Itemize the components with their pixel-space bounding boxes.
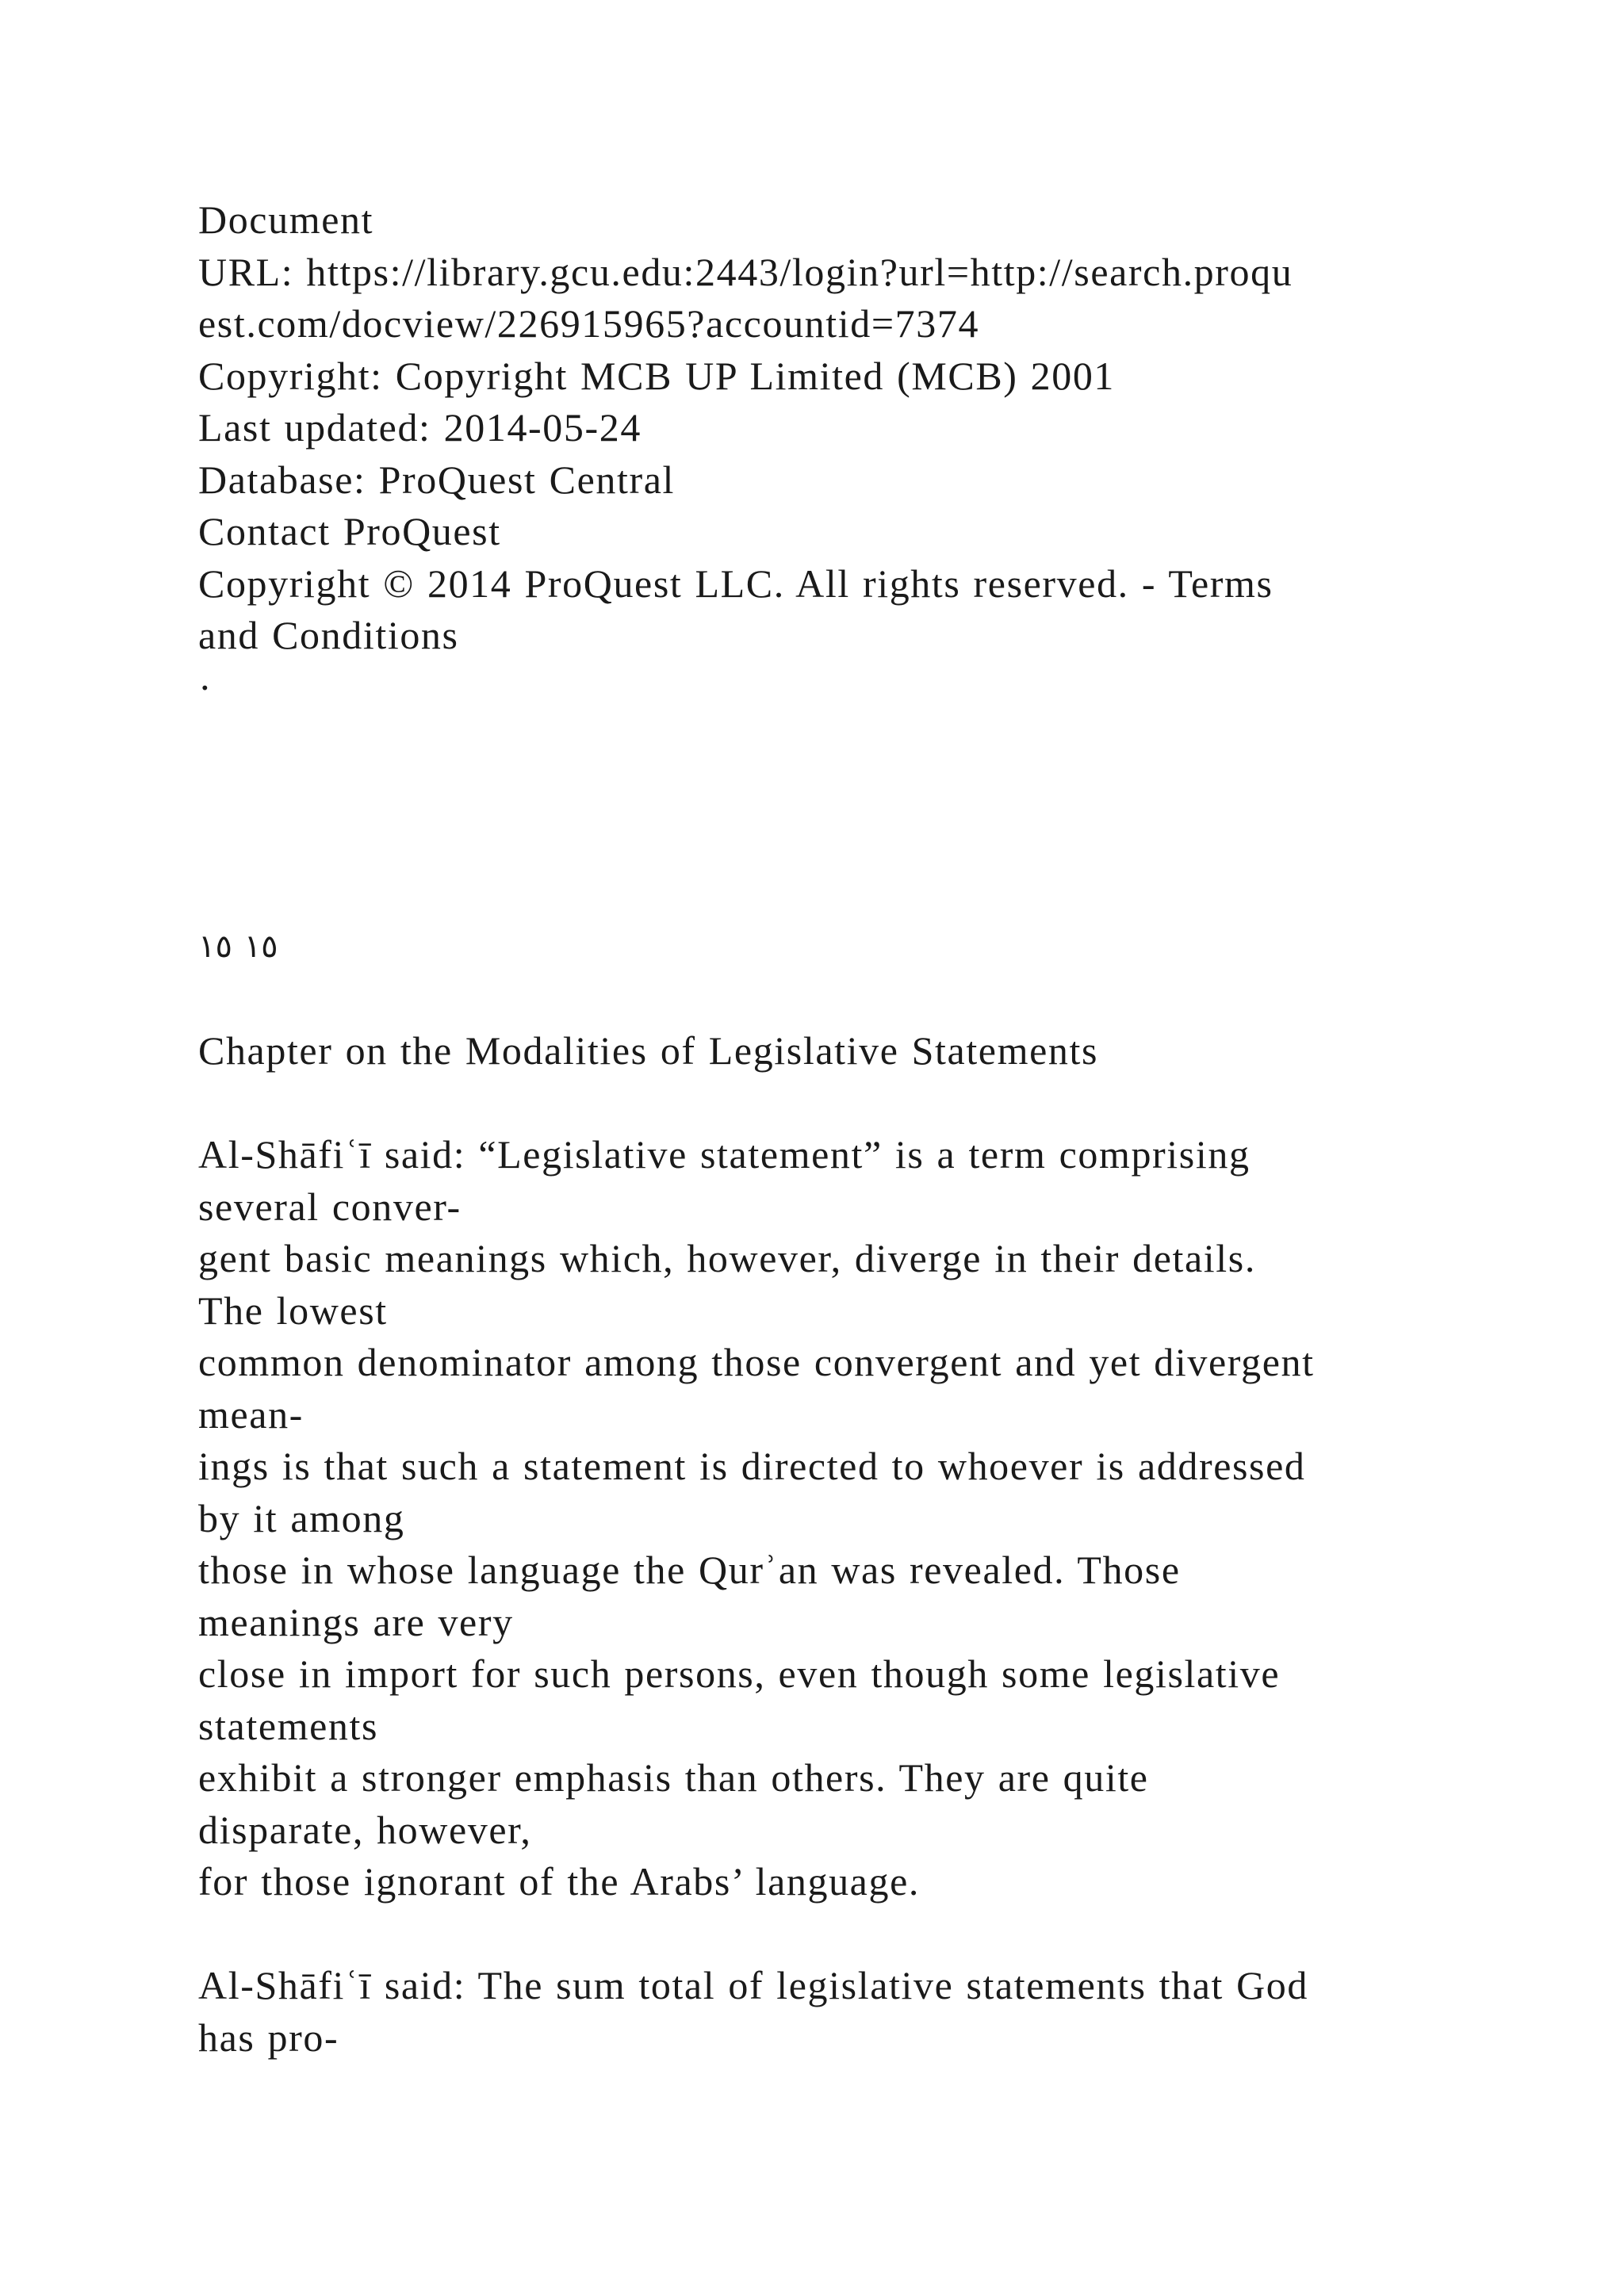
- url-line-2: est.com/docview/226915965?accountid=7374: [198, 301, 980, 346]
- paragraph-line: has pro-: [198, 2015, 339, 2060]
- page-number-arabic: ١٥ ١٥: [198, 928, 278, 965]
- paragraph-line: common denominator among those convergent and yet divergent: [198, 1340, 1315, 1384]
- paragraph-line: disparate, however,: [198, 1807, 532, 1852]
- separator-dot: ·: [198, 664, 213, 710]
- paragraph-line: ings is that such a statement is directed to whoever is addressed: [198, 1444, 1306, 1488]
- chapter-title: Chapter on the Modalities of Legislative Statements: [198, 1028, 1099, 1073]
- proquest-copyright-line-2: and Conditions: [198, 613, 459, 657]
- paragraph-line: by it among: [198, 1495, 405, 1540]
- url-line-1: URL: https://library.gcu.edu:2443/login?url=http://search.proqu: [198, 249, 1293, 294]
- paragraph-line: exhibit a stronger emphasis than others. They are quite: [198, 1755, 1149, 1800]
- last-updated-line: Last updated: 2014-05-24: [198, 405, 642, 450]
- paragraph-line: meanings are very: [198, 1599, 514, 1644]
- paragraph-line: for those ignorant of the Arabs’ language.: [198, 1859, 920, 1904]
- paragraph-1: [198, 1129, 1515, 1908]
- paragraph-line: gent basic meanings which, however, diverge in their details.: [198, 1236, 1256, 1280]
- proquest-copyright-line-1: Copyright © 2014 ProQuest LLC. All rights reserved. - Terms: [198, 561, 1274, 606]
- paragraph-line: statements: [198, 1703, 379, 1748]
- spacer: [198, 974, 1515, 1026]
- paragraph-line: The lowest: [198, 1288, 388, 1333]
- copyright-line: Copyright: Copyright MCB UP Limited (MCB) 2001: [198, 353, 1116, 398]
- database-line: Database: ProQuest Central: [198, 457, 675, 502]
- paragraph-line: Al-Shāfiʿī said: The sum total of legislative statements that God: [198, 1963, 1309, 2007]
- spacer: [198, 714, 1515, 921]
- document-page: [198, 194, 1515, 2064]
- contact-line: Contact ProQuest: [198, 509, 501, 553]
- paragraph-line: close in import for such persons, even though some legislative: [198, 1651, 1281, 1696]
- metadata-block: [198, 194, 1515, 714]
- paragraph-line: Al-Shāfiʿī said: “Legislative statement” is a term comprising: [198, 1132, 1251, 1177]
- paragraph-line: those in whose language the Qurʾan was revealed. Those: [198, 1548, 1181, 1592]
- paragraph-line: several conver-: [198, 1184, 462, 1229]
- paragraph-line: mean-: [198, 1391, 304, 1437]
- paragraph-2: [198, 1960, 1515, 2064]
- spacer: [198, 1908, 1515, 1961]
- document-label: Document: [198, 197, 374, 242]
- spacer: [198, 1077, 1515, 1130]
